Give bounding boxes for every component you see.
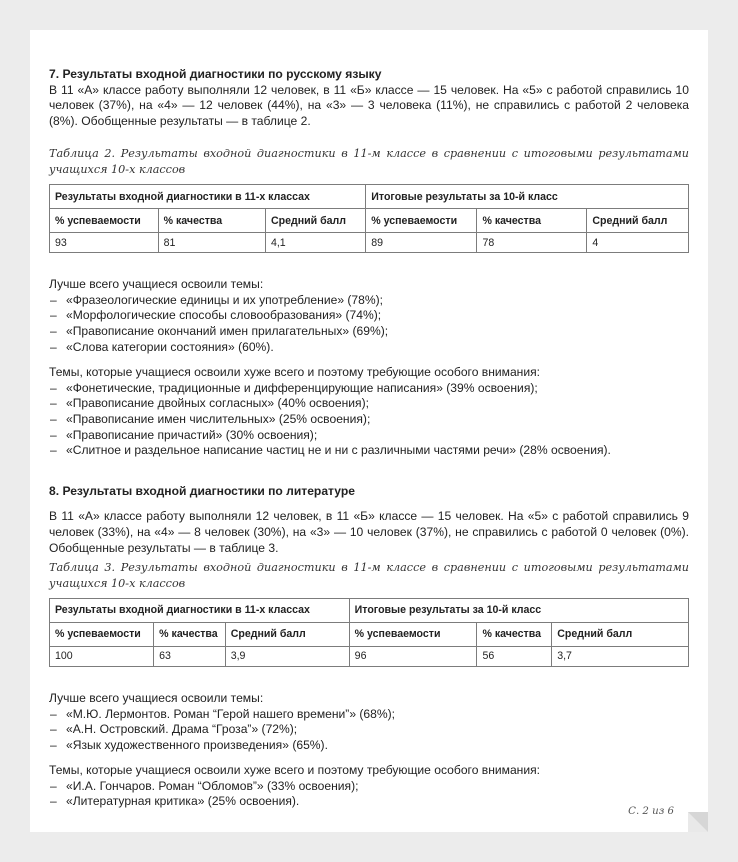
table-3-group-1: Результаты входной диагностики в 11-х классах [50, 598, 350, 622]
table-3-header: Средний балл [225, 622, 349, 646]
table-cell: 100 [50, 646, 154, 666]
list-item: – «Морфологические способы словообразования» (74%); [49, 308, 689, 324]
section-8-heading: 8. Результаты входной диагностики по литературе [49, 483, 355, 498]
table-2-group-1: Результаты входной диагностики в 11-х классах [50, 185, 366, 209]
table-3-group-2: Итоговые результаты за 10-й класс [349, 598, 688, 622]
section-8-paragraph: В 11 «А» классе работу выполняли 12 человек, в 11 «Б» классе — 15 человек. На «5» с работой справились 9 человек (33%), на «4» — 8 человек (30%), на «3» — 10 человек (37%), не справились с работой 0 человек (0%). Обобщенные результаты — в таблице 3. [49, 509, 689, 555]
worst-topics-list [49, 381, 689, 459]
page-content [49, 67, 689, 810]
list-item: – «М.Ю. Лермонтов. Роман “Герой нашего времени”» (68%); [49, 707, 689, 723]
table-2-header: Средний балл [265, 209, 365, 233]
page-number: С. 2 из 6 [628, 806, 674, 817]
list-item: – «Язык художественного произведения» (65%). [49, 738, 689, 754]
list-item: – «Литературная критика» (25% освоения). [49, 794, 689, 810]
table-cell: 93 [50, 233, 159, 253]
best-topics-intro: Лучше всего учащиеся освоили темы: [49, 690, 264, 705]
table-2-group-row [50, 185, 689, 209]
table-3-header: % качества [477, 622, 552, 646]
best-topics-list [49, 293, 689, 355]
table-cell: 81 [158, 233, 265, 253]
worst-topics-intro: Темы, которые учащиеся освоили хуже всего и поэтому требующие особого внимания: [49, 763, 541, 778]
section-russian [49, 67, 689, 459]
table-cell: 3,9 [225, 646, 349, 666]
table-cell: 3,7 [552, 646, 689, 666]
table-3-header: % успеваемости [349, 622, 477, 646]
table-row [50, 233, 689, 253]
table-2-header: % качества [158, 209, 265, 233]
list-item: – «Правописание окончаний имен прилагательных» (69%); [49, 324, 689, 340]
list-item: – «Фразеологические единицы и их употребление» (78%); [49, 293, 689, 309]
worst-topics-intro: Темы, которые учащиеся освоили хуже всего и поэтому требующие особого внимания: [49, 365, 541, 380]
table-cell: 96 [349, 646, 477, 666]
list-item: – «Слова категории состояния» (60%). [49, 340, 689, 356]
table-2-header: % успеваемости [366, 209, 477, 233]
table-3-header: Средний балл [552, 622, 689, 646]
table-2-header: % качества [477, 209, 587, 233]
page-curl-corner [688, 812, 708, 832]
best-topics-list [49, 707, 689, 754]
table-2-header-row [50, 209, 689, 233]
worst-topics-list [49, 779, 689, 810]
list-item: – «Правописание имен числительных» (25% освоения); [49, 412, 689, 428]
list-item: – «И.А. Гончаров. Роман “Обломов”» (33% освоения); [49, 779, 689, 795]
table-cell: 89 [366, 233, 477, 253]
table-3 [49, 598, 689, 667]
table-cell: 56 [477, 646, 552, 666]
table-cell: 4 [587, 233, 689, 253]
table-3-header: % успеваемости [50, 622, 154, 646]
table-3-header: % качества [154, 622, 226, 646]
section-7-heading: 7. Результаты входной диагностики по русскому языку [49, 67, 382, 81]
table-3-header-row [50, 622, 689, 646]
list-item: – «Правописание причастий» (30% освоения); [49, 428, 689, 444]
section-7-paragraph: В 11 «А» классе работу выполняли 12 человек, в 11 «Б» классе — 15 человек. На «5» с работой справились 10 человек (37%), на «4» — 12 человек (44%), на «3» — 3 человека (11%), не справились с работой 2 человека (8%). Обобщенные результаты — в таблице 2. [49, 82, 689, 128]
table-3-caption: Таблица 3. Результаты входной диагностики в 11-м классе в сравнении с итоговыми результатами учащихся 10-х классов [49, 561, 689, 590]
table-3-group-row [50, 598, 689, 622]
table-cell: 4,1 [265, 233, 365, 253]
table-2-header: % успеваемости [50, 209, 159, 233]
list-item: – «Правописание двойных согласных» (40% освоения); [49, 396, 689, 412]
list-item: – «Фонетические, традиционные и дифференцирующие написания» (39% освоения); [49, 381, 689, 397]
best-topics-intro: Лучше всего учащиеся освоили темы: [49, 277, 264, 292]
table-row [50, 646, 689, 666]
table-2-header: Средний балл [587, 209, 689, 233]
list-item: – «А.Н. Островский. Драма “Гроза”» (72%); [49, 722, 689, 738]
table-cell: 78 [477, 233, 587, 253]
document-page [30, 30, 708, 832]
table-cell: 63 [154, 646, 226, 666]
table-2 [49, 184, 689, 253]
table-2-caption: Таблица 2. Результаты входной диагностики в 11-м классе в сравнении с итоговыми результатами учащихся 10-х классов [49, 147, 689, 176]
list-item: – «Слитное и раздельное написание частиц не и ни с различными частями речи» (28% освоения). [49, 443, 689, 459]
section-literature [49, 484, 689, 810]
table-2-group-2: Итоговые результаты за 10-й класс [366, 185, 689, 209]
